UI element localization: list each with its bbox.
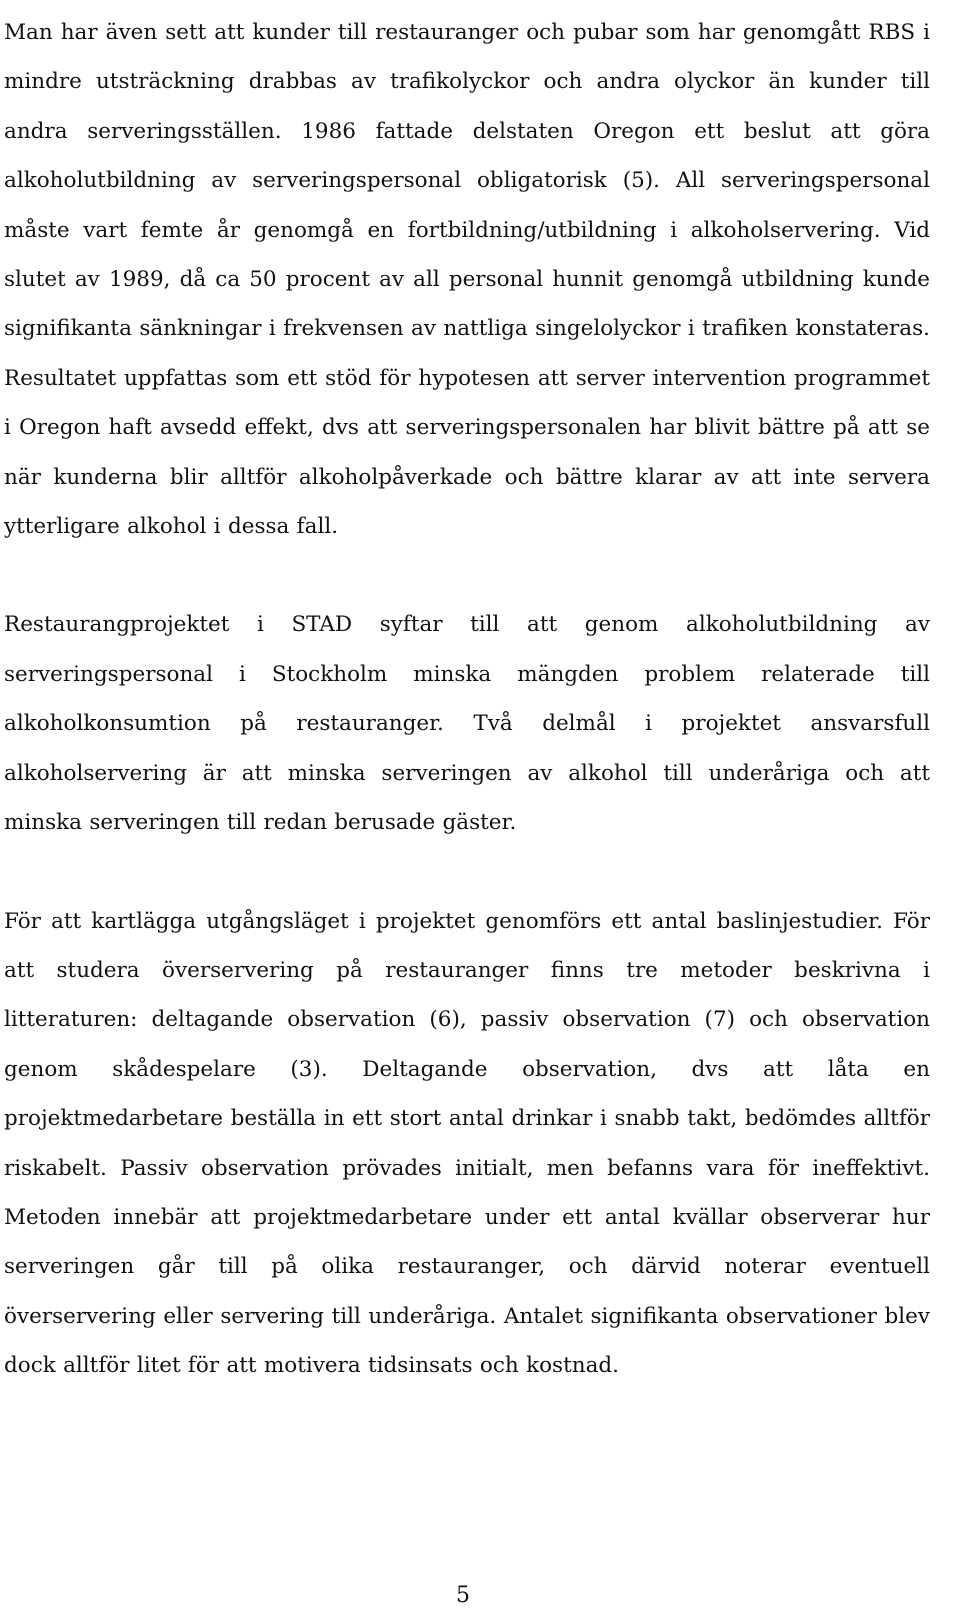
- paragraph-rbs-oregon: Man har även sett att kunder till restauranger och pubar som har genomgått RBS i mindre utsträckning drabbas av trafikolyckor och andra olyckor än kunder till andra serveringsställen. 1986 fattade delstaten Oregon ett beslut att göra alkoholutbildning av serveringspersonal obligatorisk (5). All serveringspersonal måste vart femte år genomgå en fortbildning/utbildning i alkoholservering. Vid slutet av 1989, då ca 50 procent av all personal hunnit genomgå utbildning kunde signifikanta sänkningar i frekvensen av nattliga singelolyckor i trafiken konstateras. Resultatet uppfattas som ett stöd för hypotesen att server intervention programmet i Oregon haft avsedd effekt, dvs att serveringspersonalen har blivit bättre på att se när kunderna blir alltför alkoholpåverkade och bättre klarar av att inte servera ytterligare alkohol i dessa fall.: [4, 20, 930, 540]
- paragraph-restaurangprojektet: Restaurangprojektet i STAD syftar till att genom alkoholutbildning av serveringspersonal i Stockholm minska mängden problem relaterade till alkoholkonsumtion på restauranger. Två delmål i projektet ansvarsfull alkoholservering är att minska serveringen av alkohol till underåriga och att minska serveringen till redan berusade gäster.: [4, 612, 930, 836]
- paragraph-baslinjestudier: För att kartlägga utgångsläget i projektet genomförs ett antal baslinjestudier. För att studera överservering på restauranger finns tre metoder beskrivna i litteraturen: deltagande observation (6), passiv observation (7) och observation genom skådespelare (3). Deltagande observation, dvs att låta en projektmedarbetare beställa in ett stort antal drinkar i snabb takt, bedömdes alltför riskabelt. Passiv observation prövades initialt, men befanns vara för ineffektivt. Metoden innebär att projektmedarbetare under ett antal kvällar observerar hur serveringen går till på olika restauranger, och därvid noterar eventuell överservering eller servering till underåriga. Antalet signifikanta observationer blev dock alltför litet för att motivera tidsinsats och kostnad.: [4, 908, 930, 1379]
- document-page: [4, 8, 930, 1391]
- page-number: 5: [456, 1583, 470, 1608]
